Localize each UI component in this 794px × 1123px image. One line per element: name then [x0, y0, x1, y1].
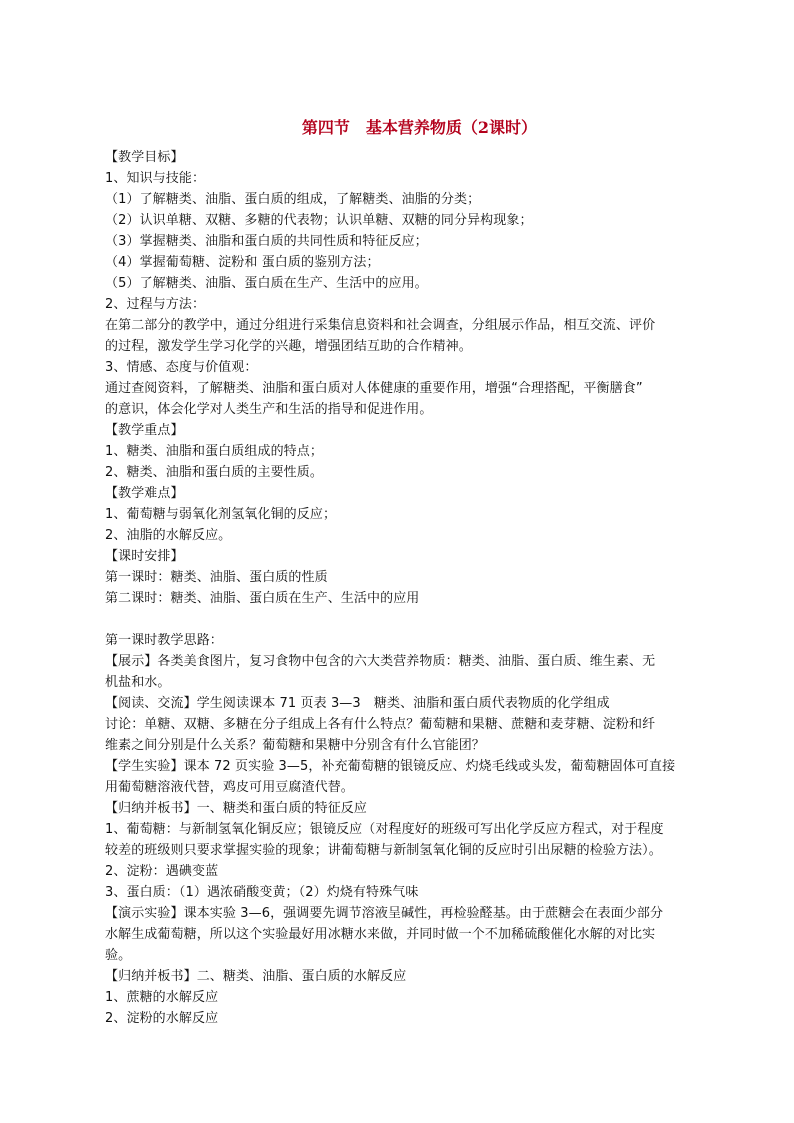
- text-line: 的过程，激发学生学习化学的兴趣，增强团结互助的合作精神。: [105, 339, 472, 354]
- text-line: 【学生实验】课本 72 页实验 3—5，补充葡萄糖的银镜反应、灼烧毛线或头发，葡萄糖固体可直接: [105, 759, 676, 774]
- text-line: 2、糖类、油脂和蛋白质的主要性质。: [105, 465, 323, 480]
- text-line: 1、蔗糖的水解反应: [105, 990, 219, 1005]
- text-line: （1）了解糖类、油脂、蛋白质的组成，了解糖类、油脂的分类；: [105, 192, 481, 207]
- text-line: （3）掌握糖类、油脂和蛋白质的共同性质和特征反应；: [105, 234, 428, 249]
- text-line: 【演示实验】课本实验 3—6，强调要先调节溶液呈碱性，再检验醛基。由于蔗糖会在表面少部分: [105, 906, 664, 921]
- text-line: 的意识，体会化学对人类生产和生活的指导和促进作用。: [105, 402, 433, 417]
- section-heading-key-points: 【教学重点】: [105, 423, 184, 438]
- text-line: 【阅读、交流】学生阅读课本 71 页表 3—3 糖类、油脂和蛋白质代表物质的化学组成: [105, 696, 610, 711]
- text-line: 1、葡萄糖与弱氧化剂氢氧化铜的反应；: [105, 507, 337, 522]
- text-line: 第二课时：糖类、油脂、蛋白质在生产、生活中的应用: [105, 591, 420, 606]
- section-heading-objectives: 【教学目标】: [105, 150, 184, 165]
- text-line: 用葡萄糖溶液代替，鸡皮可用豆腐渣代替。: [105, 780, 354, 795]
- text-line: 2、淀粉：遇碘变蓝: [105, 864, 219, 879]
- blank-line: [105, 609, 710, 630]
- text-line: 第一课时教学思路：: [105, 633, 223, 648]
- text-line: 3、情感、态度与价值观：: [105, 360, 258, 375]
- section-heading-difficulties: 【教学难点】: [105, 486, 184, 501]
- text-line: 机盐和水。: [105, 675, 171, 690]
- document-title: 第四节 基本营养物质（2课时）: [301, 118, 538, 137]
- text-line: （2）认识单糖、双糖、多糖的代表物；认识单糖、双糖的同分异构现象；: [105, 213, 533, 228]
- text-line: 通过查阅资料，了解糖类、油脂和蛋白质对人体健康的重要作用，增强“合理搭配，平衡膳食”: [105, 381, 643, 396]
- text-line: 1、知识与技能：: [105, 171, 206, 186]
- text-line: 【展示】各类美食图片，复习食物中包含的六大类营养物质：糖类、油脂、蛋白质、维生素、无: [105, 654, 656, 669]
- text-line: 3、蛋白质：（1）遇浓硝酸变黄；（2）灼烧有特殊气味: [105, 885, 419, 900]
- text-line: 第一课时：糖类、油脂、蛋白质的性质: [105, 570, 328, 585]
- text-line: 验。: [105, 948, 132, 963]
- text-line: 1、葡萄糖：与新制氢氧化铜反应；银镜反应（对程度好的班级可写出化学反应方程式，对于程度: [105, 822, 664, 837]
- text-line: 维素之间分别是什么关系？葡萄糖和果糖中分别含有什么官能团？: [105, 738, 485, 753]
- text-line: 2、淀粉的水解反应: [105, 1011, 219, 1026]
- text-line: 2、过程与方法：: [105, 297, 206, 312]
- text-line: 较差的班级则只要求掌握实验的现象；讲葡萄糖与新制氢氧化铜的反应时引出尿糖的检验方法）。: [105, 843, 662, 858]
- text-line: （4）掌握葡萄糖、淀粉和 蛋白质的鉴别方法；: [105, 255, 380, 270]
- text-line: 2、油脂的水解反应。: [105, 528, 232, 543]
- text-line: 讨论：单糖、双糖、多糖在分子组成上各有什么特点？葡萄糖和果糖、蔗糖和麦芽糖、淀粉和纤: [105, 717, 656, 732]
- text-line: 1、糖类、油脂和蛋白质组成的特点；: [105, 444, 323, 459]
- text-line: 水解生成葡萄糖，所以这个实验最好用冰糖水来做，并同时做一个不加稀硫酸催化水解的对比实: [105, 927, 656, 942]
- section-heading-schedule: 【课时安排】: [105, 549, 184, 564]
- text-line: 在第二部分的教学中，通过分组进行采集信息资料和社会调查，分组展示作品，相互交流、评价: [105, 318, 656, 333]
- text-line: 【归纳并板书】二、糖类、油脂、蛋白质的水解反应: [105, 969, 407, 984]
- text-line: 【归纳并板书】一、糖类和蛋白质的特征反应: [105, 801, 368, 816]
- text-line: （5）了解糖类、油脂、蛋白质在生产、生活中的应用。: [105, 276, 428, 291]
